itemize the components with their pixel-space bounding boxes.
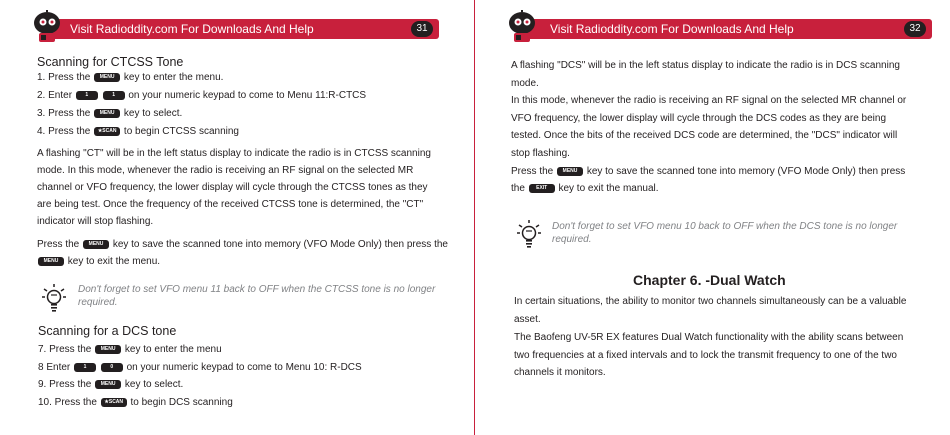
menu-key-icon: MENU xyxy=(94,109,120,118)
dcs-paragraph-line: tested. Once the bits of the received DCS code are determined, the "DCS" indicator will xyxy=(511,130,898,141)
exit-text-a: the xyxy=(511,183,525,194)
ctcss-paragraph-line: A flashing "CT" will be in the left status display to indicate the radio is in CTCSS scanning xyxy=(37,148,431,159)
ctcss-tip-line-2: required. xyxy=(78,297,118,308)
step-8 xyxy=(38,361,362,375)
menu-key-icon: MENU xyxy=(95,380,121,389)
ctcss-save-line xyxy=(37,238,448,252)
step-2 xyxy=(37,89,366,103)
dcs-tip-line-2: required. xyxy=(552,234,592,245)
step-10-text-b: to begin DCS scanning xyxy=(130,397,233,408)
step-4-text-b: to begin CTCSS scanning xyxy=(123,126,239,137)
step-7 xyxy=(38,343,222,357)
scan-key-icon: ★SCAN xyxy=(101,398,127,407)
dcs-tip-line-1: Don't forget to set VFO menu 10 back to OFF when the DCS tone is no longer xyxy=(552,221,898,232)
menu-key-icon: MENU xyxy=(557,167,583,176)
key-1-icon: 1 xyxy=(103,91,125,100)
step-3-text-b: key to select. xyxy=(123,108,183,119)
step-10 xyxy=(38,396,233,410)
step-2-text-b: on your numeric keypad to come to Menu 11:R-CTCS xyxy=(128,90,367,101)
ctcss-heading: Scanning for CTCSS Tone xyxy=(37,55,184,69)
ctcss-tip-line-1: Don't forget to set VFO menu 11 back to OFF when the CTCSS tone is no longer xyxy=(78,284,436,295)
key-0-icon: 0 xyxy=(101,363,123,372)
header-text: Visit Radioddity.com For Downloads And Help xyxy=(70,22,314,36)
step-9 xyxy=(38,378,183,392)
save-text-a: Press the xyxy=(511,166,554,177)
step-4 xyxy=(37,125,239,139)
menu-key-icon: MENU xyxy=(83,240,109,249)
dcs-paragraph-line: In this mode, whenever the radio is receiving an RF signal on the selected MR channel or xyxy=(511,95,907,106)
dcs-tip xyxy=(552,220,897,246)
step-8-text-b: on your numeric keypad to come to Menu 10: R-DCS xyxy=(126,362,362,373)
dcs-save-line xyxy=(511,165,905,179)
save-text-a: Press the xyxy=(37,239,80,250)
save-text-b: key to save the scanned tone into memory (VFO Mode Only) then press xyxy=(586,166,906,177)
dcs-paragraph-line: VFO frequency, the lower display will cycle through the DCS codes as they are being xyxy=(511,113,886,124)
dcs-paragraph-line: stop flashing. xyxy=(511,148,570,159)
chapter-title: Chapter 6. -Dual Watch xyxy=(633,272,786,288)
menu-key-icon: MENU xyxy=(95,345,121,354)
dcs-exit-line xyxy=(511,182,659,196)
step-3-text-a: 3. Press the xyxy=(37,108,91,119)
step-9-text-b: key to select. xyxy=(124,379,184,390)
ctcss-paragraph-line: indicator will stop flashing. xyxy=(37,216,154,227)
step-8-text-a: 8 Enter xyxy=(38,362,71,373)
scan-key-icon: ★SCAN xyxy=(94,127,120,136)
dual-watch-line: asset. xyxy=(514,314,541,325)
right-page xyxy=(475,0,950,435)
exit-text-b: key to exit the manual. xyxy=(558,183,659,194)
dual-watch-line: channels it monitors. xyxy=(514,367,606,378)
dual-watch-line: In certain situations, the ability to monitor two channels simultaneously can be a valuable xyxy=(514,296,907,307)
dual-watch-line: two frequencies at a fixed intervals and to lock the transmit frequency to one of the two xyxy=(514,350,897,361)
step-7-text-a: 7. Press the xyxy=(38,344,92,355)
step-3 xyxy=(37,107,182,121)
step-1 xyxy=(37,71,223,85)
dcs-paragraph-line: A flashing "DCS" will be in the left status display to indicate the radio is in DCS scanning xyxy=(511,60,900,71)
ctcss-tip xyxy=(78,283,435,309)
header-text: Visit Radioddity.com For Downloads And Help xyxy=(550,22,794,36)
step-10-text-a: 10. Press the xyxy=(38,397,97,408)
radioddity-logo-icon xyxy=(33,10,61,44)
dual-watch-line: The Baofeng UV-5R EX features Dual Watch functionality with the ability scans between xyxy=(514,332,904,343)
key-1-icon: 1 xyxy=(74,363,96,372)
header-banner xyxy=(527,19,932,39)
save-text-b: key to save the scanned tone into memory (VFO Mode Only) then press the xyxy=(112,239,448,250)
step-9-text-a: 9. Press the xyxy=(38,379,92,390)
menu-key-icon: MENU xyxy=(38,257,64,266)
header-banner xyxy=(47,19,439,39)
step-1-text-a: 1. Press the xyxy=(37,72,91,83)
exit-text: key to exit the menu. xyxy=(67,256,161,267)
step-2-text-a: 2. Enter xyxy=(37,90,73,101)
ctcss-paragraph-line: mode. In this mode, whenever the radio is receiving an RF signal on the selected MR xyxy=(37,165,414,176)
key-1-icon: 1 xyxy=(76,91,98,100)
ctcss-paragraph-line: channel or VFO frequency, the lower display will cycle through the CTCSS tones as they xyxy=(37,182,428,193)
lightbulb-icon xyxy=(517,219,541,249)
page-number: 31 xyxy=(411,21,433,37)
lightbulb-icon xyxy=(42,283,66,313)
ctcss-paragraph-line: are being test. Once the frequency of the received CTCSS tone is determined, the "CT" xyxy=(37,199,424,210)
page-number: 32 xyxy=(904,21,926,37)
step-1-text-b: key to enter the menu. xyxy=(123,72,224,83)
menu-key-icon: MENU xyxy=(94,73,120,82)
left-page xyxy=(0,0,474,435)
radioddity-logo-icon xyxy=(508,10,536,44)
dcs-paragraph-line: mode. xyxy=(511,78,539,89)
exit-key-icon: EXIT xyxy=(529,184,555,193)
dcs-heading: Scanning for a DCS tone xyxy=(38,324,177,338)
ctcss-exit-line xyxy=(37,255,160,269)
step-7-text-b: key to enter the menu xyxy=(124,344,222,355)
step-4-text-a: 4. Press the xyxy=(37,126,91,137)
